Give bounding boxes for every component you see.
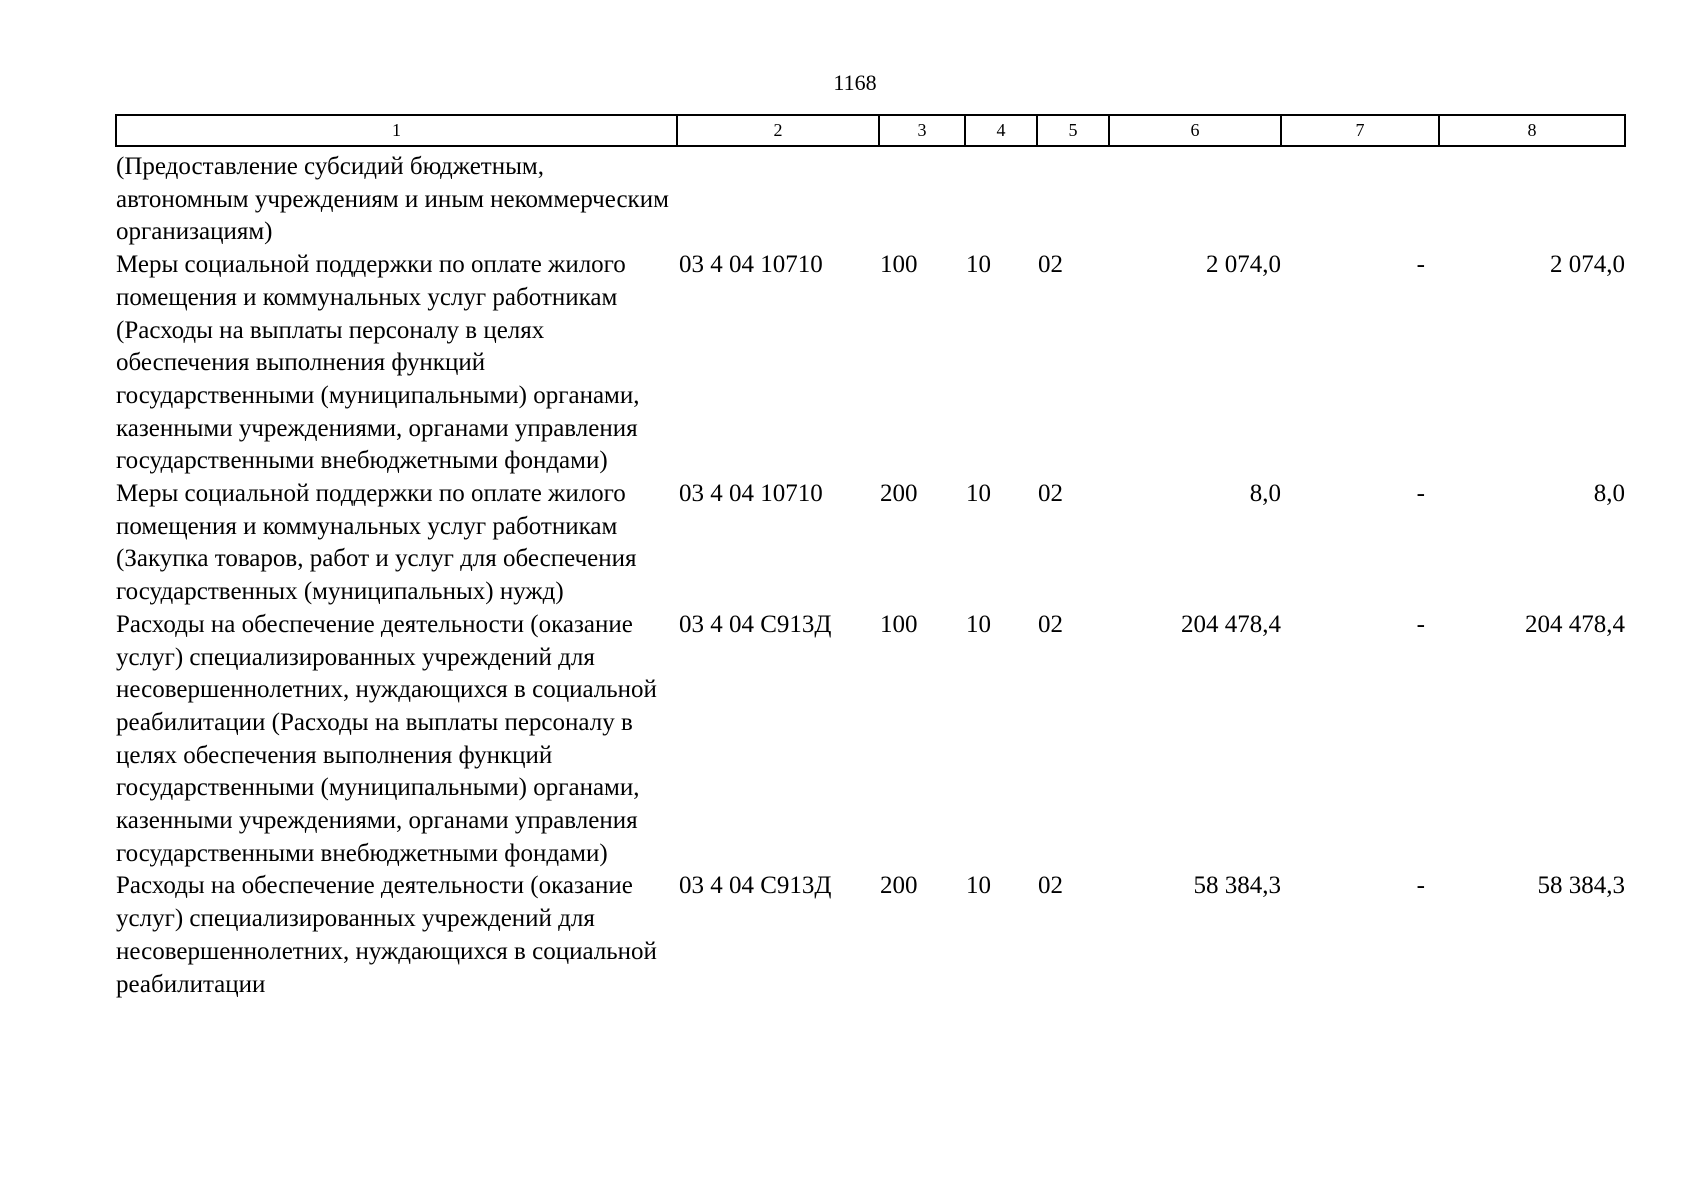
header-row [116,115,1625,146]
amount-col7: - [1416,610,1425,638]
column-number-5: 5 [1037,115,1109,146]
table-row [116,870,1625,1001]
target-article-code: 03 4 04 С913Д [679,610,832,638]
table-row [116,609,1625,871]
table-body [116,146,1625,1001]
amount-col6 [1109,146,1281,249]
section-code: 10 [966,251,991,279]
expense-type-code [879,146,965,249]
subsection-code: 02 [1038,610,1063,638]
subsection-code: 02 [1038,251,1063,279]
expense-type-code: 100 [880,610,918,638]
target-article-code: 03 4 04 С913Д [679,872,832,900]
row-description: (Предоставление субсидий бюджетным, автономным учреждениям и иным некоммерческим организациям) [116,153,669,246]
amount-col7: - [1416,251,1425,279]
column-number-2: 2 [677,115,879,146]
column-number-6: 6 [1109,115,1281,146]
amount-col7 [1281,146,1439,249]
row-description: Расходы на обеспечение деятельности (оказание услуг) специализированных учреждений для несовершеннолетних, нуждающихся в социальной реабилитации [116,872,657,998]
amount-col8 [1439,146,1625,249]
section-code: 10 [966,872,991,900]
amount-col6: 204 478,4 [1181,610,1281,638]
table-row [116,478,1625,609]
amount-col6: 8,0 [1249,480,1281,508]
section-code: 10 [966,610,991,638]
row-description: Меры социальной поддержки по оплате жилого помещения и коммунальных услуг работникам (Расходы на выплаты персоналу в целях обеспечения выполнения функций государственными (муниципальными) органами, казенными учреждениями, органами управления государственными внебюджетными фондами) [116,251,640,475]
column-number-4: 4 [965,115,1037,146]
table-header [116,115,1625,146]
expense-type-code: 200 [880,872,918,900]
column-number-3: 3 [879,115,965,146]
amount-col8: 58 384,3 [1537,872,1625,900]
row-description: Расходы на обеспечение деятельности (оказание услуг) специализированных учреждений для несовершеннолетних, нуждающихся в социальной реабилитации (Расходы на выплаты персоналу в целях обеспечения выполнения функций государственными (муниципальными) органами, казенными учреждениями, органами управления государственными внебюджетными фондами) [116,610,657,867]
expense-type-code: 100 [880,251,918,279]
budget-table [115,114,1626,1001]
amount-col8: 204 478,4 [1525,610,1625,638]
target-article-code [677,146,879,249]
table-row [116,249,1625,478]
page-number: 1168 [833,70,877,95]
section-code: 10 [966,480,991,508]
table-row [116,146,1625,249]
subsection-code: 02 [1038,480,1063,508]
column-number-8: 8 [1439,115,1625,146]
expense-type-code: 200 [880,480,918,508]
subsection-code [1037,146,1109,249]
target-article-code: 03 4 04 10710 [679,251,823,279]
column-number-1: 1 [116,115,677,146]
row-description: Меры социальной поддержки по оплате жилого помещения и коммунальных услуг работникам (Закупка товаров, работ и услуг для обеспечения государственных (муниципальных) нужд) [116,480,637,606]
target-article-code: 03 4 04 10710 [679,480,823,508]
amount-col7: - [1416,480,1425,508]
amount-col6: 58 384,3 [1193,872,1281,900]
amount-col8: 2 074,0 [1550,251,1625,279]
section-code [965,146,1037,249]
amount-col7: - [1416,872,1425,900]
subsection-code: 02 [1038,872,1063,900]
amount-col8: 8,0 [1593,480,1625,508]
column-number-7: 7 [1281,115,1439,146]
amount-col6: 2 074,0 [1206,251,1281,279]
